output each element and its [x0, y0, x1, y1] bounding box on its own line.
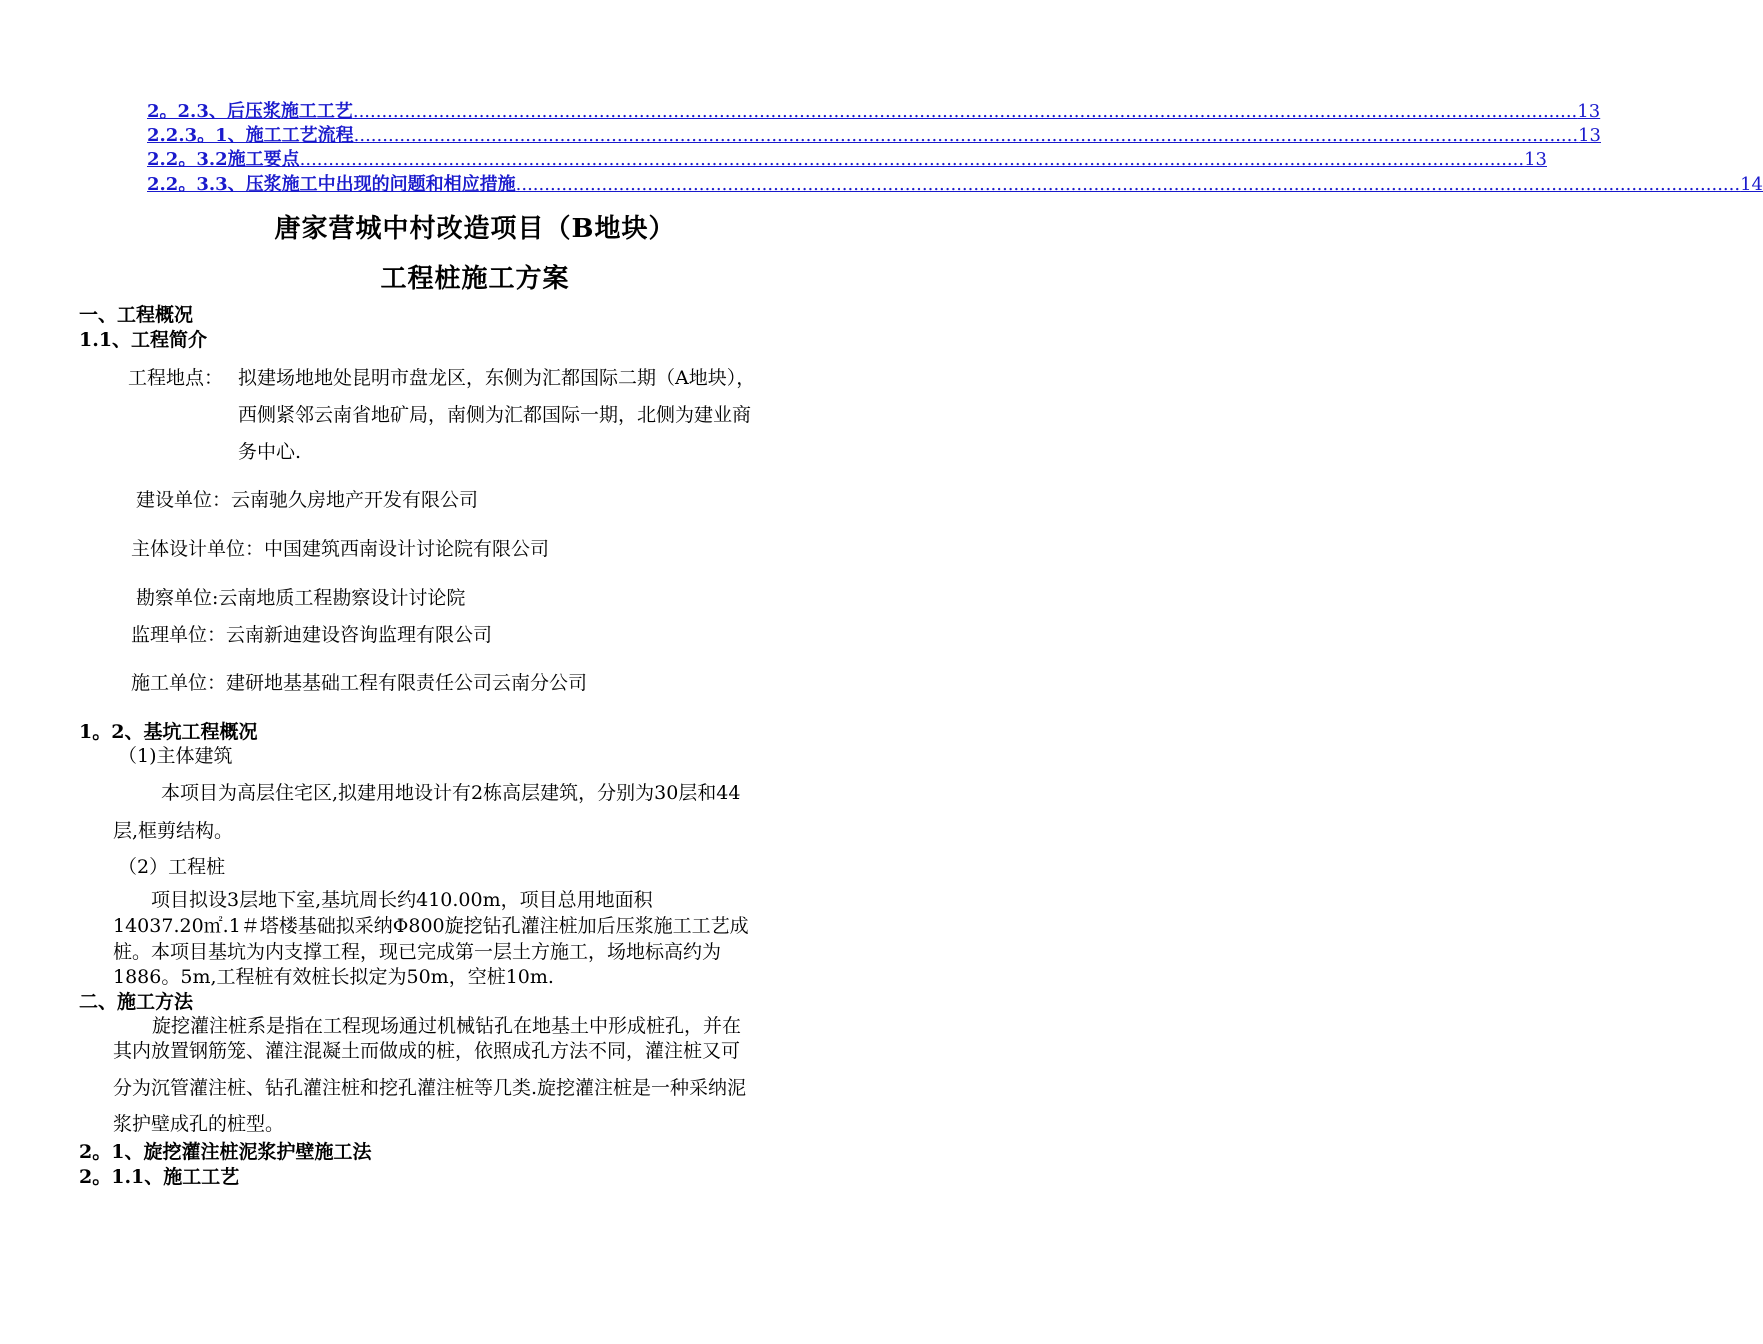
paragraph-line: 分为沉管灌注桩、钻孔灌注桩和挖孔灌注桩等几类.旋挖灌注桩是一种采纳泥: [113, 1077, 747, 1099]
section-heading: 二、施工方法: [79, 991, 194, 1013]
paragraph-line: 本项目为高层住宅区,拟建用地设计有2栋高层建筑，分别为30层和44: [161, 782, 741, 804]
paragraph-line: 层,框剪结构。: [113, 820, 234, 842]
toc-entry-title[interactable]: 2.2。3.3、压浆施工中出现的问题和相应措施: [147, 174, 516, 195]
designer-info: 主体设计单位：中国建筑西南设计讨论院有限公司: [131, 538, 550, 560]
toc-entry[interactable]: [147, 101, 1601, 123]
sub-heading: （2）工程桩: [118, 856, 226, 878]
toc-entry[interactable]: [147, 125, 1601, 147]
toc-leader-dots: ......................................................................................................................................................................................................................: [353, 125, 1579, 146]
paragraph-line: 项目拟设3层地下室,基坑周长约410.00m，项目总用地面积: [151, 889, 653, 911]
toc-entry-page[interactable]: 14: [1740, 174, 1763, 195]
paragraph-line: 14037.20㎡.1＃塔楼基础拟采纳Φ800旋挖钻孔灌注桩加后压浆施工工艺成: [113, 915, 749, 937]
location-text-line: 务中心.: [238, 441, 302, 463]
toc-leader-dots: ......................................................................................................................................................................................................................: [515, 174, 1741, 195]
sub-heading: （1)主体建筑: [118, 745, 233, 767]
subsection-heading: 2。1、旋挖灌注桩泥浆护壁施工法: [79, 1141, 372, 1163]
toc-entry-title[interactable]: 2。2.3、后压浆施工工艺: [147, 101, 353, 122]
survey-info: 勘察单位:云南地质工程勘察设计讨论院: [136, 587, 466, 609]
subsection-heading: 1.1、工程简介: [79, 329, 208, 351]
toc-entry-page[interactable]: 13: [1524, 149, 1547, 170]
toc-entry-title[interactable]: 2.2.3。1、施工工艺流程: [147, 125, 354, 146]
subsection-heading: 1。2、基坑工程概况: [79, 721, 258, 743]
toc-leader-dots: ......................................................................................................................................................................................................................: [299, 149, 1525, 170]
paragraph-line: 1886。5m,工程桩有效桩长拟定为50m，空桩10m.: [113, 966, 554, 988]
paragraph-line: 浆护壁成孔的桩型。: [113, 1113, 285, 1135]
paragraph-line: 桩。本项目基坑为内支撑工程，现已完成第一层土方施工，场地标高约为: [113, 941, 722, 963]
toc-leader-dots: ......................................................................................................................................................................................................................: [352, 101, 1578, 122]
builder-info: 建设单位：云南驰久房地产开发有限公司: [136, 489, 479, 511]
toc-entry[interactable]: [147, 174, 1763, 196]
contractor-info: 施工单位：建研地基基础工程有限责任公司云南分公司: [131, 672, 588, 694]
document-title: 唐家营城中村改造项目（B地块）: [274, 214, 676, 244]
location-text-line: 西侧紧邻云南省地矿局，南侧为汇都国际一期，北侧为建业商: [238, 404, 752, 426]
subsection-heading: 2。1.1、施工工艺: [79, 1166, 240, 1188]
paragraph-line: 其内放置钢筋笼、灌注混凝土而做成的桩，依照成孔方法不同，灌注桩又可: [113, 1040, 741, 1062]
toc-entry-title[interactable]: 2.2。3.2施工要点: [147, 149, 300, 170]
toc-entry-page[interactable]: 13: [1577, 101, 1601, 122]
document-subtitle: 工程桩施工方案: [380, 264, 570, 294]
paragraph-line: 旋挖灌注桩系是指在工程现场通过机械钻孔在地基土中形成桩孔，并在: [152, 1015, 742, 1037]
section-heading: 一、工程概况: [79, 304, 194, 326]
location-label: 工程地点：: [128, 367, 224, 389]
supervisor-info: 监理单位：云南新迪建设咨询监理有限公司: [131, 624, 493, 646]
toc-entry[interactable]: [147, 149, 1547, 171]
toc-entry-page[interactable]: 13: [1578, 125, 1601, 146]
location-text-line: 拟建场地地处昆明市盘龙区，东侧为汇都国际二期（A地块），: [238, 367, 756, 389]
